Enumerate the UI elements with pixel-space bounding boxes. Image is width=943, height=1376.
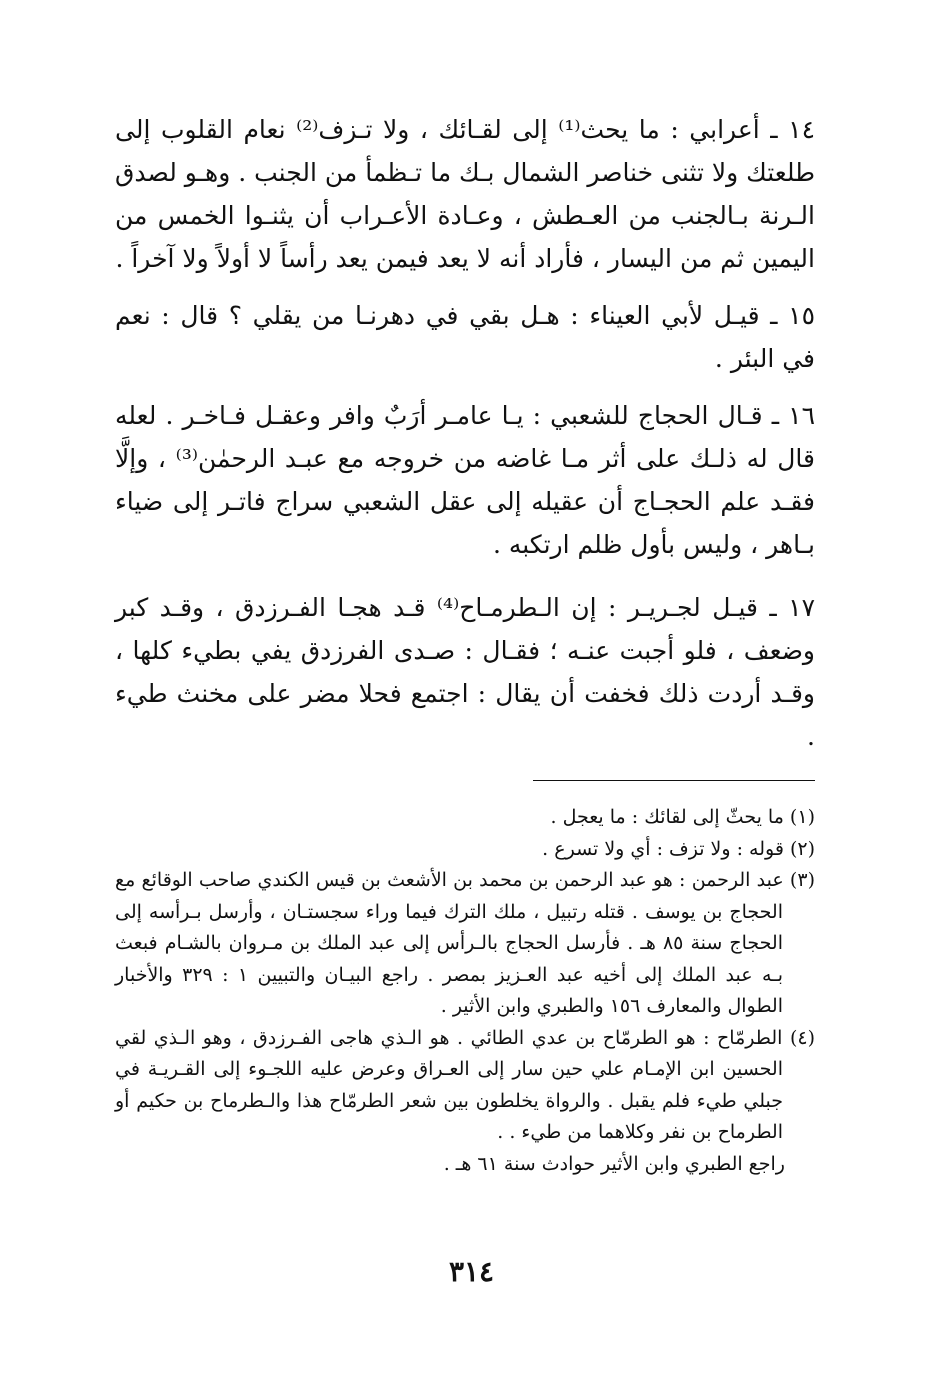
footnote-reference: راجع الطبري وابن الأثير حوادث سنة ٦١ هـ . xyxy=(443,1152,785,1175)
page-number: ٣١٤ xyxy=(448,1255,495,1288)
paragraph-14: ١٤ ـ أعرابي : ما يحث⁽¹⁾ إلى لقـائك ، ولا تـزف⁽²⁾ نعام القلوب إلى طلعتك ولا تثنى خناصر الشمال بـك ما تـظمأ من الجنب . وهـو لصدق الـرنة بـالجنب من العـطش ، وعـادة الأعـراب أن يثنـوا الخمس من اليمين ثم من اليسار ، فأراد أنه لا يعد فيمن يعد رأساً لا أولاً ولا آخراً . xyxy=(115,115,815,273)
paragraph-15: ١٥ ـ قيـل لأبي العيناء : هـل بقي في دهرنـا من يقلي ؟ قال : نعم في البئر . xyxy=(115,301,815,373)
paragraph-16: ١٦ ـ قـال الحجاج للشعبي : يـا عامـر أرَبٌ وافر وعقـل فـاخـر . لعله قال له ذلـك على أثر مـا غاضه من خروجه مع عبـد الرحمٰن⁽³⁾ ، وإلَّا فقـد علم الحجـاج أن عقيله إلى عقل الشعبي سراج فاتـر إلى ضياء بـاهر ، وليس بأول ظلم ارتكبه . xyxy=(115,401,815,559)
footnote-3: (٣) عبد الرحمن : هو عبد الرحمن بن محمد بن الأشعث بن قيس الكندي صاحب الوقائع مع الحجاج بن يوسف . قتله رتبيل ، ملك الترك فيما وراء سجستـان ، وأرسل بـرأسه إلى الحجاج سنة ٨٥ هـ . فأرسل الحجاج بالـرأس إلى عبد الملك بن مـروان بالشـام فبعث بـه عبد الملك إلى أخيه عبد العـزيز بمصر . راجع البيـان والتبيين ١ : ٣٢٩ والأخبار الطوال والمعارف ١٥٦ والطبري وابن الأثير . xyxy=(115,869,815,1017)
footnote-4: (٤) الطرمّاح : هو الطرمّاح بن عدي الطائي . هو الـذي هاجى الفـرزدق ، وهو الـذي لقي الحسين ابن الإمـام علي حين سار إلى العـراق وعرض عليه اللجـوء إلى القـريـة في جبلي طيء فلم يقبل . والرواة يخلطون بين شعر الطرمّاح هذا والـطرماح بن حكيم أو الطرماح بن نفر وكلاهما من طيء . . xyxy=(115,1026,815,1143)
footnote-divider xyxy=(533,780,815,781)
paragraph-17: ١٧ ـ قيـل لجـريـر : إن الـطرمـاح⁽⁴⁾ قـد هجـا الفـرزدق ، وقـد كبر وضعف ، فلو أجبت عنـه ؛ فقـال : صـدى الفرزدق يفي بطيء كلها ، وقـد أردت ذلك فخفت أن يقال : اجتمع فحلا مضر على مخنث طيء . xyxy=(115,593,815,751)
footnote-2: (٢) قوله : ولا تزف : أي ولا تسرع . xyxy=(542,837,815,860)
footnotes xyxy=(115,802,815,1180)
main-text xyxy=(115,108,815,758)
footnote-1: (١) ما يحثّ إلى لقائك : ما يعجل . xyxy=(550,806,815,828)
